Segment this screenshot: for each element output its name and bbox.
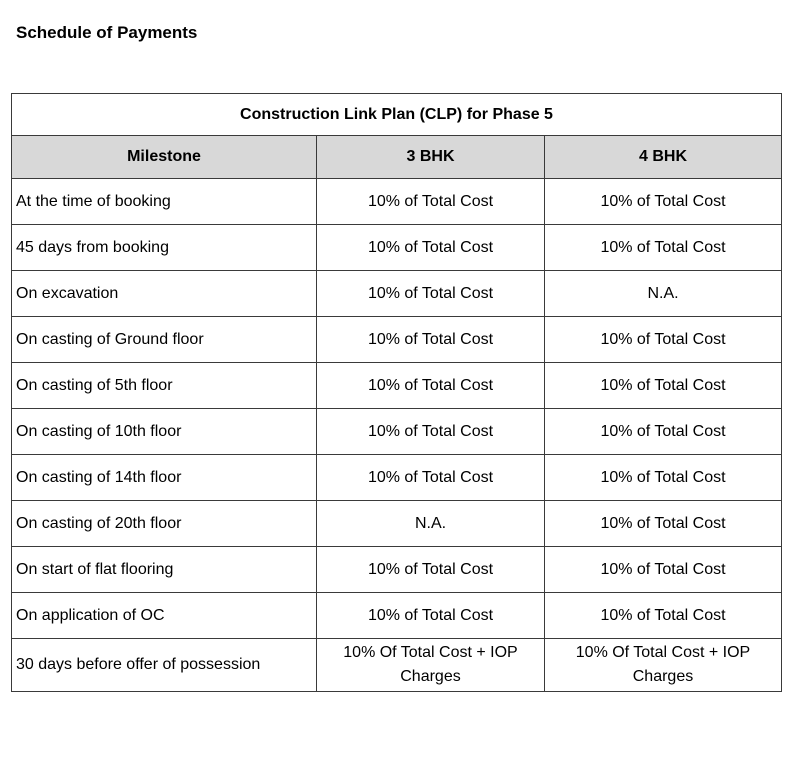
4bhk-cell: 10% of Total Cost [545,179,782,225]
3bhk-cell: 10% of Total Cost [317,409,545,455]
table-row [12,501,782,547]
milestone-cell: On casting of 5th floor [12,363,317,409]
4bhk-cell: 10% of Total Cost [545,455,782,501]
3bhk-cell: 10% of Total Cost [317,179,545,225]
table-row [12,639,782,692]
milestone-cell: On casting of Ground floor [12,317,317,363]
milestone-cell: At the time of booking [12,179,317,225]
payment-schedule-table [11,93,782,692]
table-row [12,271,782,317]
milestone-cell: 30 days before offer of possession [12,639,317,692]
table-row [12,547,782,593]
3bhk-cell: 10% of Total Cost [317,363,545,409]
table-caption: Construction Link Plan (CLP) for Phase 5 [12,94,782,136]
milestone-cell: On casting of 10th floor [12,409,317,455]
4bhk-cell: 10% of Total Cost [545,501,782,547]
milestone-cell: On excavation [12,271,317,317]
table-caption-row [12,94,782,136]
4bhk-cell: 10% of Total Cost [545,317,782,363]
3bhk-cell: 10% of Total Cost [317,547,545,593]
table-row [12,363,782,409]
4bhk-cell: 10% Of Total Cost + IOP Charges [545,639,782,692]
4bhk-cell: 10% of Total Cost [545,409,782,455]
milestone-cell: 45 days from booking [12,225,317,271]
3bhk-cell: 10% of Total Cost [317,455,545,501]
table-row [12,593,782,639]
4bhk-cell: N.A. [545,271,782,317]
milestone-cell: On casting of 20th floor [12,501,317,547]
table-row [12,409,782,455]
3bhk-cell: 10% of Total Cost [317,271,545,317]
page-title: Schedule of Payments [16,23,198,42]
3bhk-cell: 10% Of Total Cost + IOP Charges [317,639,545,692]
column-header-3bhk: 3 BHK [317,136,545,179]
3bhk-cell: 10% of Total Cost [317,225,545,271]
4bhk-cell: 10% of Total Cost [545,547,782,593]
4bhk-cell: 10% of Total Cost [545,225,782,271]
milestone-cell: On casting of 14th floor [12,455,317,501]
3bhk-cell: 10% of Total Cost [317,593,545,639]
table-row [12,455,782,501]
table-row [12,225,782,271]
4bhk-cell: 10% of Total Cost [545,593,782,639]
column-header-milestone: Milestone [12,136,317,179]
milestone-cell: On start of flat flooring [12,547,317,593]
4bhk-cell: 10% of Total Cost [545,363,782,409]
3bhk-cell: N.A. [317,501,545,547]
milestone-cell: On application of OC [12,593,317,639]
column-header-4bhk: 4 BHK [545,136,782,179]
table-row [12,179,782,225]
3bhk-cell: 10% of Total Cost [317,317,545,363]
table-header-row [12,136,782,179]
table-row [12,317,782,363]
